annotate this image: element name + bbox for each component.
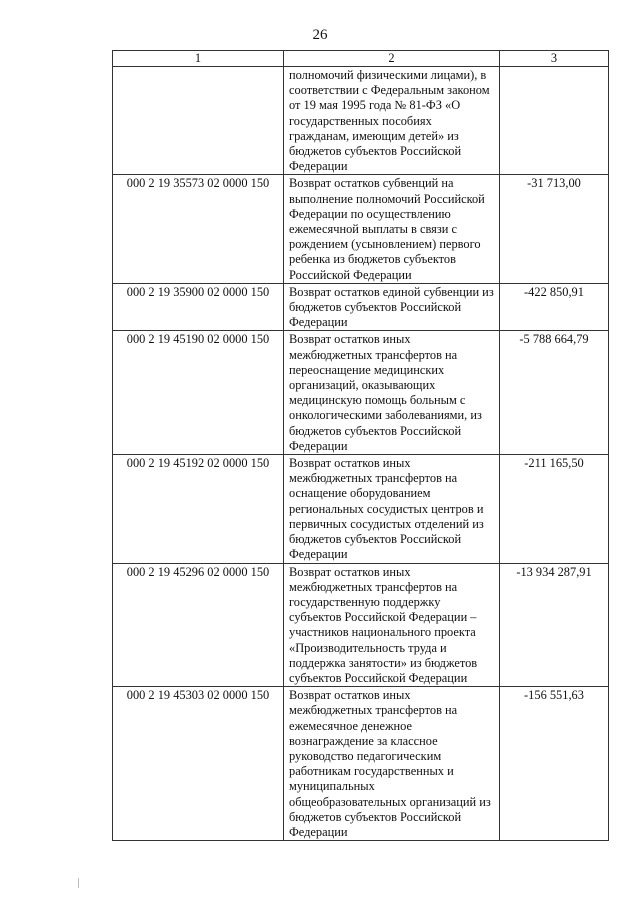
- amount-cell: -156 551,63: [500, 687, 609, 841]
- header-row: [113, 51, 609, 67]
- table-row: [113, 175, 609, 283]
- description-cell: Возврат остатков единой субвенции из бюджетов субъектов Российской Федерации: [284, 283, 500, 331]
- code-cell: 000 2 19 35900 02 0000 150: [113, 283, 284, 331]
- table-row: [113, 687, 609, 841]
- code-cell: [113, 67, 284, 175]
- code-cell: 000 2 19 45296 02 0000 150: [113, 563, 284, 687]
- code-cell: 000 2 19 35573 02 0000 150: [113, 175, 284, 283]
- table-row-continuation: [113, 67, 609, 175]
- column-header: 3: [500, 51, 609, 67]
- column-header: 1: [113, 51, 284, 67]
- amount-cell: -13 934 287,91: [500, 563, 609, 687]
- description-cell: полномочий физическими лицами), в соответствии с Федеральным законом от 19 мая 1995 года № 81-ФЗ «О государственных пособиях гражданам, имеющим детей» из бюджетов субъектов Российской Федерации: [284, 67, 500, 175]
- amount-cell: -5 788 664,79: [500, 331, 609, 455]
- description-cell: Возврат остатков иных межбюджетных трансфертов на ежемесячное денежное вознаграждение за классное руководство педагогическим работникам государственных и муниципальных общеобразовательных организаций из бюджетов субъектов Российской Федерации: [284, 687, 500, 841]
- code-cell: 000 2 19 45303 02 0000 150: [113, 687, 284, 841]
- amount-cell: [500, 67, 609, 175]
- table-row: [113, 331, 609, 455]
- page-number: 26: [312, 27, 328, 43]
- scan-mark: [78, 878, 79, 888]
- description-cell: Возврат остатков иных межбюджетных трансфертов на оснащение оборудованием региональных сосудистых центров и первичных сосудистых отделений из бюджетов субъектов Российской Федерации: [284, 455, 500, 563]
- amount-cell: -31 713,00: [500, 175, 609, 283]
- table-row: [113, 455, 609, 563]
- description-cell: Возврат остатков иных межбюджетных трансфертов на переоснащение медицинских организаций, оказывающих медицинскую помощь больным с онкологическими заболеваниями, из бюджетов субъектов Российской Федерации: [284, 331, 500, 455]
- amount-cell: -211 165,50: [500, 455, 609, 563]
- description-cell: Возврат остатков субвенций на выполнение полномочий Российской Федерации по осуществлению ежемесячной выплаты в связи с рождением (усыновлением) первого ребенка из бюджетов субъектов Российской Федерации: [284, 175, 500, 283]
- budget-table: [112, 50, 609, 841]
- code-cell: 000 2 19 45190 02 0000 150: [113, 331, 284, 455]
- amount-cell: -422 850,91: [500, 283, 609, 331]
- table-row: [113, 283, 609, 331]
- column-header: 2: [284, 51, 500, 67]
- table-row: [113, 563, 609, 687]
- description-cell: Возврат остатков иных межбюджетных трансфертов на государственную поддержку субъектов Российской Федерации – участников национального проекта «Производительность труда и поддержка занятости» из бюджетов субъектов Российской Федерации: [284, 563, 500, 687]
- code-cell: 000 2 19 45192 02 0000 150: [113, 455, 284, 563]
